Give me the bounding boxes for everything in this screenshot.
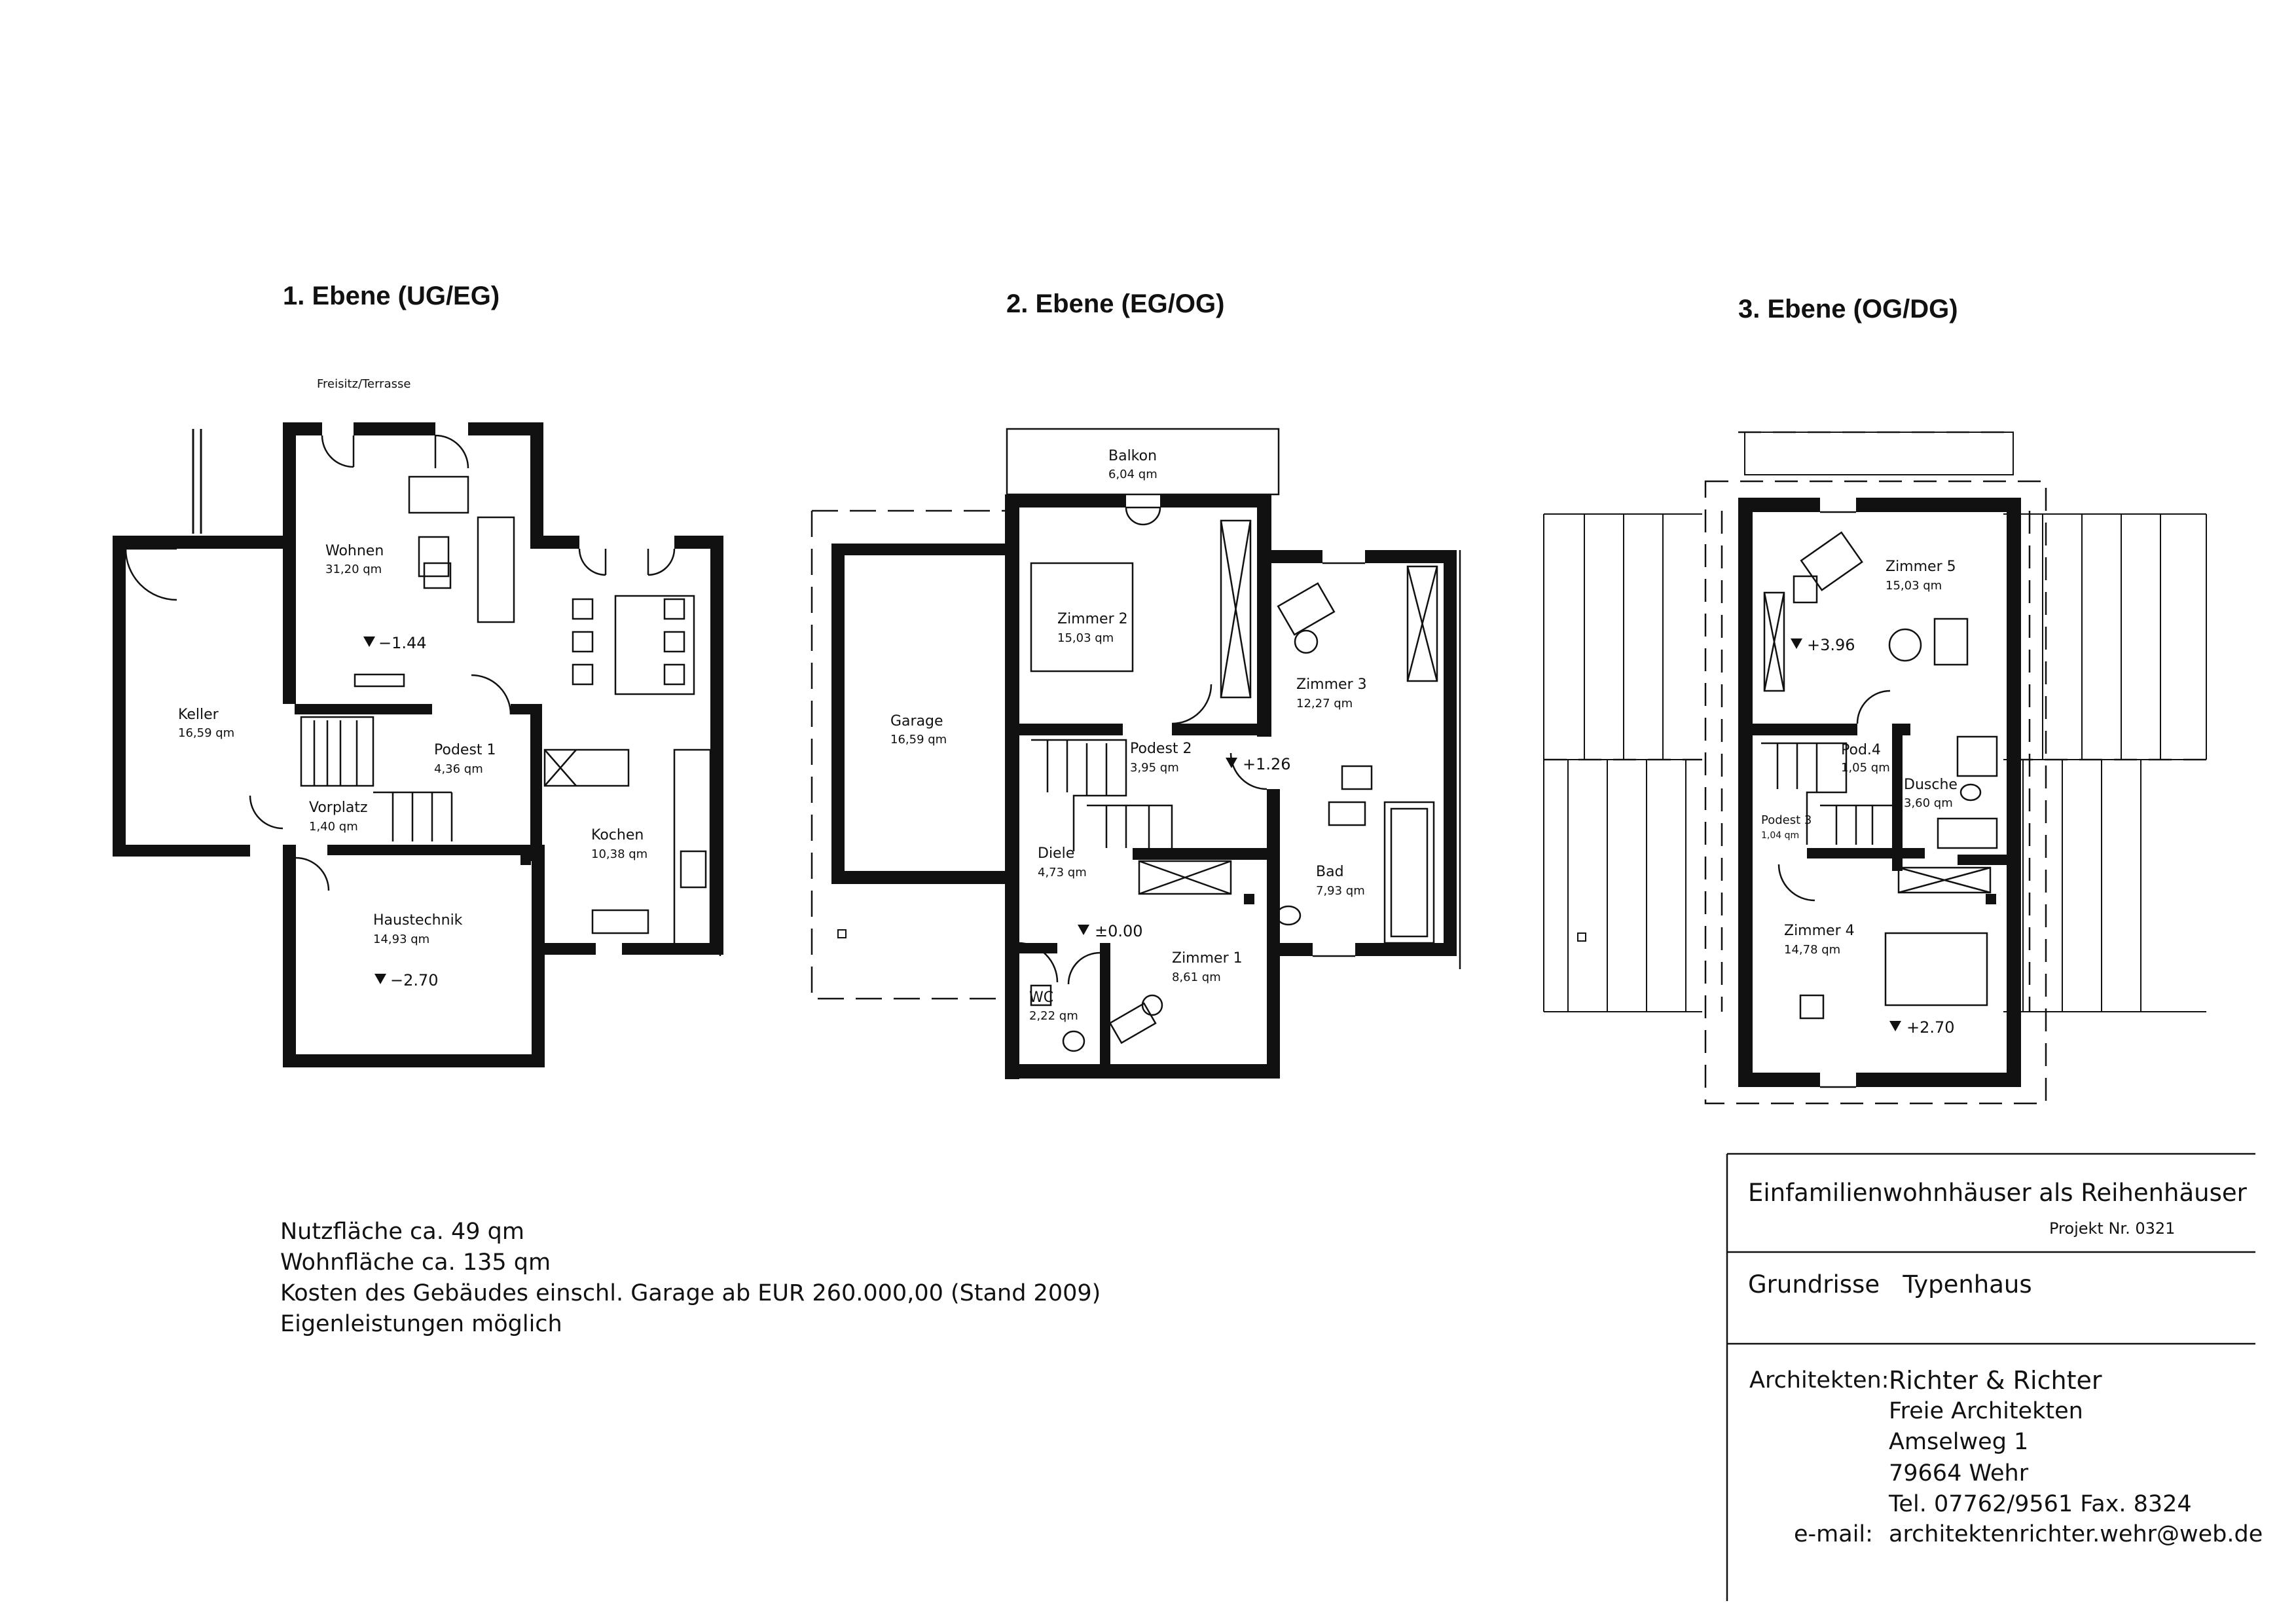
architects-label: Architekten: [1749, 1367, 1889, 1393]
project-number: Projekt Nr. 0321 [2049, 1219, 2176, 1238]
room-podest2-area: 3,95 qm [1130, 761, 1179, 775]
room-podest2-name: Podest 2 [1130, 741, 1192, 757]
level-3-plan [520, 432, 2206, 1103]
terrace-label: Freisitz/Terrasse [317, 377, 411, 391]
note-line: Kosten des Gebäudes einschl. Garage ab EUR 260.000,00 (Stand 2009) [280, 1280, 1101, 1306]
firm-name: Richter & Richter [1889, 1366, 2102, 1395]
room-kochen-name: Kochen [591, 827, 644, 843]
note-line: Nutzfläche ca. 49 qm [280, 1219, 524, 1245]
level-3-fixtures [1761, 512, 1997, 1087]
level-3-walls [1738, 498, 2021, 1087]
level-2-fixtures [1018, 507, 1460, 1051]
room-pod4-name: Pod.4 [1841, 742, 1881, 758]
room-zimmer1-name: Zimmer 1 [1172, 950, 1243, 967]
switch-icon [1986, 894, 1996, 904]
firm-phone: Tel. 07762/9561 Fax. 8324 [1889, 1491, 2192, 1517]
level-2-plan [812, 429, 1460, 1079]
project-title: Einfamilienwohnhäuser als Reihenhäuser [1748, 1179, 2247, 1207]
room-zimmer4-name: Zimmer 4 [1784, 923, 1855, 939]
room-zimmer4-area: 14,78 qm [1784, 943, 1841, 957]
elev-haustechnik: −2.70 [390, 971, 439, 989]
room-bad-area: 7,93 qm [1316, 884, 1365, 898]
room-garage-area: 16,59 qm [890, 733, 947, 747]
room-garage-name: Garage [890, 713, 943, 729]
elev-zimmer4: +2.70 [1906, 1018, 1955, 1037]
room-dusche-area: 3,60 qm [1904, 796, 1953, 810]
room-keller-area: 16,59 qm [178, 726, 235, 740]
room-diele-name: Diele [1038, 845, 1075, 862]
room-zimmer5-name: Zimmer 5 [1886, 559, 1956, 575]
elevation-marker-icon [1078, 925, 1089, 935]
elevation-marker-icon [363, 637, 375, 647]
room-kochen-area: 10,38 qm [591, 847, 648, 861]
room-zimmer3-area: 12,27 qm [1296, 697, 1353, 710]
level-3-title: 3. Ebene (OG/DG) [1738, 295, 1958, 323]
elevation-marker-icon [1889, 1021, 1901, 1031]
level-1-plan [113, 377, 723, 1067]
room-podest1-area: 4,36 qm [434, 762, 483, 776]
room-vorplatz-name: Vorplatz [309, 800, 368, 816]
room-zimmer2-name: Zimmer 2 [1057, 611, 1128, 627]
room-zimmer1-area: 8,61 qm [1172, 970, 1221, 984]
terrace-railing [193, 429, 201, 534]
room-dusche-name: Dusche [1904, 777, 1958, 793]
elev-podest2: +1.26 [1243, 755, 1291, 773]
note-line: Wohnfläche ca. 135 qm [280, 1249, 551, 1276]
drawing-title: Grundrisse Typenhaus [1748, 1270, 2032, 1299]
room-podest3-name: Podest 3 [1761, 813, 1812, 827]
room-zimmer2-area: 15,03 qm [1057, 631, 1114, 645]
level-1-fixtures [126, 435, 720, 956]
email-label: e-mail: [1794, 1521, 1873, 1547]
elev-zimmer5: +3.96 [1807, 636, 1855, 654]
switch-icon [1244, 894, 1254, 904]
room-balkon-area: 6,04 qm [1108, 468, 1157, 481]
room-zimmer3-name: Zimmer 3 [1296, 676, 1367, 693]
elev-diele: ±0.00 [1095, 922, 1143, 940]
level-2-title: 2. Ebene (EG/OG) [1006, 289, 1225, 318]
room-keller-name: Keller [178, 707, 219, 723]
elevation-marker-icon [374, 974, 386, 984]
room-wc-area: 2,22 qm [1029, 1009, 1078, 1023]
firm-line2: Freie Architekten [1889, 1398, 2083, 1424]
room-bad-name: Bad [1316, 864, 1344, 880]
room-wohnen-area: 31,20 qm [325, 563, 382, 576]
room-wohnen-name: Wohnen [325, 543, 384, 559]
room-diele-area: 4,73 qm [1038, 866, 1087, 879]
switch-icon [520, 855, 531, 865]
elevation-marker-icon [1791, 638, 1802, 649]
level-1-title: 1. Ebene (UG/EG) [283, 282, 500, 310]
room-podest3-area: 1,04 qm [1761, 830, 1800, 841]
room-podest1-name: Podest 1 [434, 742, 496, 758]
elev-wohnen: −1.44 [378, 634, 427, 652]
level-2-walls [831, 494, 1457, 1079]
room-vorplatz-area: 1,40 qm [309, 820, 358, 834]
room-wc-name: WC [1029, 989, 1054, 1006]
building-notes [280, 1217, 1101, 1340]
room-balkon-name: Balkon [1108, 448, 1157, 464]
elevation-marker-icon [1226, 758, 1237, 768]
room-haustechnik-area: 14,93 qm [373, 932, 430, 946]
firm-email[interactable]: architektenrichter.wehr@web.de [1889, 1521, 2263, 1547]
note-line: Eigenleistungen möglich [280, 1311, 562, 1337]
firm-city: 79664 Wehr [1889, 1460, 2029, 1486]
room-haustechnik-name: Haustechnik [373, 912, 463, 929]
firm-street: Amselweg 1 [1889, 1429, 2029, 1455]
room-zimmer5-area: 15,03 qm [1886, 579, 1942, 593]
room-pod4-area: 1,05 qm [1841, 761, 1890, 775]
